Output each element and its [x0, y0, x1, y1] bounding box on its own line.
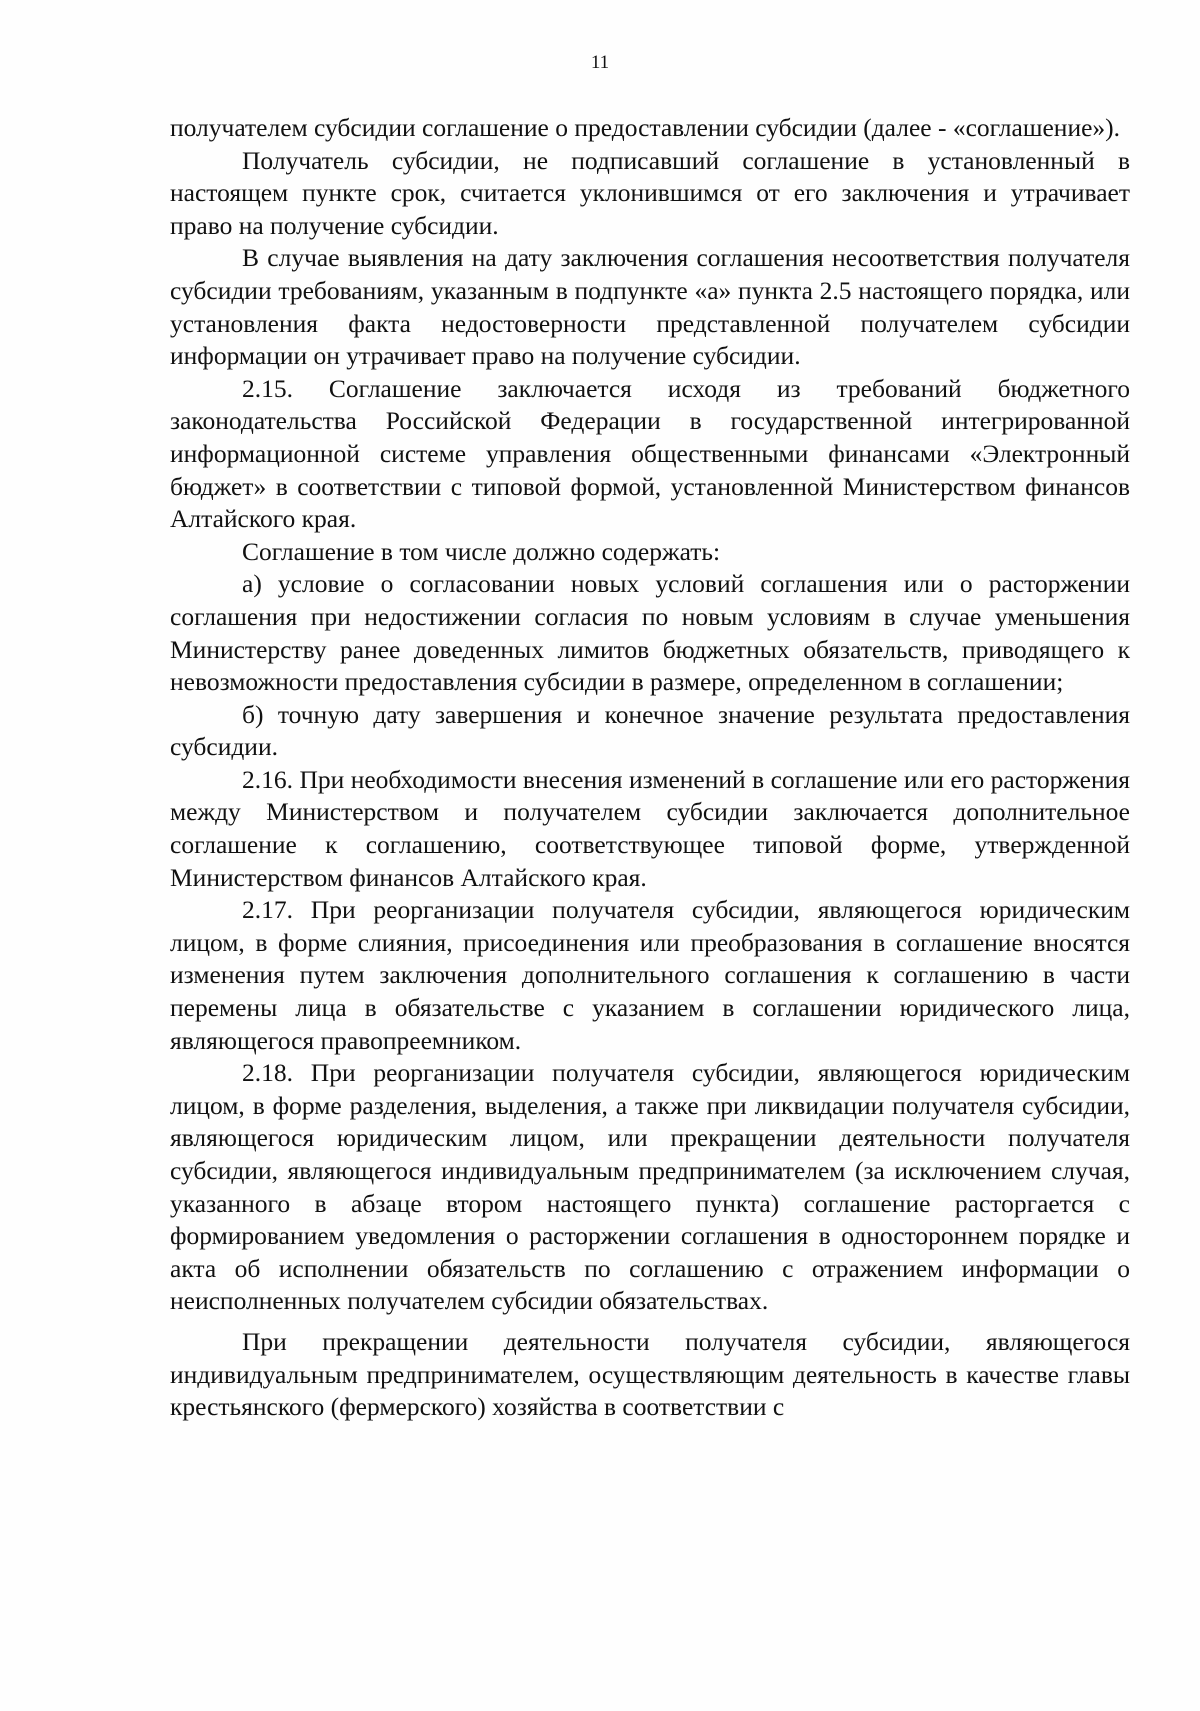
page-number: 11 — [590, 52, 610, 73]
paragraph-2-17: 2.17. При реорганизации получателя субсидии, являющегося юридическим лицом, в форме слияния, присоединения или преобразования в соглашение вносятся изменения путем заключения дополнительного соглашения к соглашению в части перемены лица в обязательстве с указанием в соглашении юридического лица, являющегося правопреемником. — [170, 895, 1130, 1055]
paragraph-agreement-contents: Соглашение в том числе должно содержать: — [242, 536, 721, 566]
list-item-b: б) точную дату завершения и конечное значение результата предоставления субсидии. — [170, 699, 1130, 762]
document-body — [170, 112, 1130, 1424]
paragraph-continuation: получателем субсидии соглашение о предоставлении субсидии (далее - «соглашение»). — [170, 113, 1121, 142]
paragraph-2-18: 2.18. При реорганизации получателя субсидии, являющегося юридическим лицом, в форме разделения, выделения, а также при ликвидации получателя субсидии, являющегося юридическим лицом, или прекращении деятельности получателя субсидии, являющегося индивидуальным предпринимателем (за исключением случая, указанного в абзаце втором настоящего пункта) соглашение расторгается с формированием уведомления о расторжении соглашения в одностороннем порядке и акта об исполнении обязательств по соглашению с отражением информации о неисполненных получателем субсидии обязательствах. — [170, 1058, 1130, 1316]
paragraph-unsigned-agreement: Получатель субсидии, не подписавший соглашение в установленный в настоящем пункте срок, считается уклонившимся от его заключения и утрачивает право на получение субсидии. — [170, 145, 1130, 240]
paragraph-termination-farm: При прекращении деятельности получателя субсидии, являющегося индивидуальным предпринимателем, осуществляющим деятельность в качестве главы крестьянского (фермерского) хозяйства в соответствии с — [170, 1326, 1130, 1422]
list-item-a: а) условие о согласовании новых условий соглашения или о расторжении соглашения при недостижении согласия по новым условиям в случае уменьшения Министерству ранее доведенных лимитов бюджетных обязательств, приводящего к невозможности предоставления субсидии в размере, определенном в соглашении; — [170, 569, 1130, 697]
paragraph-2-15: 2.15. Соглашение заключается исходя из требований бюджетного законодательства Российской Федерации в государственной интегрированной информационной системе управления общественными финансами «Электронный бюджет» в соответствии с типовой формой, установленной Министерством финансов Алтайского края. — [170, 373, 1130, 534]
paragraph-noncompliance: В случае выявления на дату заключения соглашения несоответствия получателя субсидии требованиям, указанным в подпункте «а» пункта 2.5 настоящего порядка, или установления факта недостоверности представленной получателем субсидии информации он утрачивает право на получение субсидии. — [170, 243, 1130, 371]
paragraph-2-16: 2.16. При необходимости внесения изменений в соглашение или его расторжения между Министерством и получателем субсидии заключается дополнительное соглашение к соглашению, соответствующее типовой форме, утвержденной Министерством финансов Алтайского края. — [170, 764, 1130, 892]
